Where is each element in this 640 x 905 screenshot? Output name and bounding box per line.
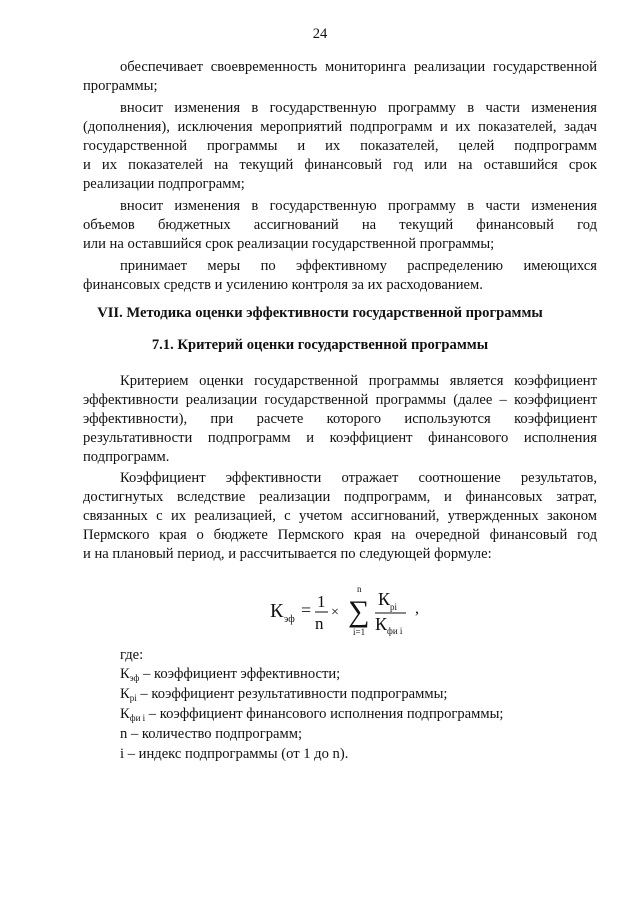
definition-symbol: К — [120, 666, 130, 682]
formula-sum-bottom: i=1 — [353, 627, 366, 637]
formula-frac-den: n — [315, 614, 324, 633]
section-heading: VII. Методика оценки эффективности государственной программы — [97, 305, 543, 321]
definition-text: – количество подпрограмм; — [127, 726, 303, 742]
body-line: Коэффициент эффективности отражает соотношение результатов, — [120, 470, 597, 486]
definition-symbol: n — [120, 726, 128, 742]
definition-item — [120, 665, 340, 684]
formula-inner-num: К — [378, 589, 391, 609]
formula-tail: , — [415, 600, 419, 617]
body-line: (дополнения), исключения мероприятий подпрограмм и их показателей, задач — [83, 119, 597, 135]
formula-sum-top: n — [357, 584, 362, 594]
body-line: и их показателей на текущий финансовый год или на оставшийся срок — [83, 157, 597, 173]
definition-item — [120, 745, 348, 764]
definition-text: – коэффициент финансового исполнения подпрограммы; — [145, 706, 504, 722]
formula-equals: = — [301, 600, 312, 620]
body-line: обеспечивает своевременность мониторинга реализации государственной — [120, 59, 597, 75]
body-line: реализации подпрограмм; — [83, 176, 245, 192]
formula-times: × — [331, 605, 339, 620]
formula-inner-den: К — [375, 614, 388, 634]
definition-text: – коэффициент результативности подпрограммы; — [136, 686, 448, 702]
definition-symbol: i — [120, 746, 125, 762]
body-line: государственной программы и их показателей, целей подпрограмм — [83, 138, 597, 154]
definition-subscript: рi — [129, 693, 137, 703]
formula-inner-den-sub: фи i — [387, 626, 403, 636]
definition-text: – индекс подпрограммы (от 1 до n). — [124, 746, 349, 762]
body-line: эффективности), при расчете которого используются коэффициент — [83, 411, 597, 427]
where-label: где: — [120, 647, 144, 663]
body-line: или на оставшийся срок реализации государственной программы; — [83, 236, 495, 252]
body-line: объемов бюджетных ассигнований на текущий финансовый год — [83, 217, 597, 233]
formula-frac-num: 1 — [317, 592, 326, 611]
body-line: принимает меры по эффективному распределению имеющихся — [120, 258, 597, 274]
body-line: вносит изменения в государственную программу в части изменения — [120, 198, 597, 214]
body-line: программы; — [83, 78, 158, 94]
body-line: эффективности реализации государственной программы (далее – коэффициент — [83, 392, 597, 408]
formula-inner-num-sub: рi — [390, 602, 398, 612]
subsection-heading: 7.1. Критерий оценки государственной программы — [151, 337, 489, 353]
definition-text: – коэффициент эффективности; — [139, 666, 341, 682]
definition-item — [120, 725, 302, 744]
body-line: связанных с их реализацией, с учетом ассигнований, утвержденных законом — [83, 508, 597, 524]
body-line: результативности подпрограмм и коэффициент финансового исполнения — [83, 430, 597, 446]
definition-symbol: К — [120, 686, 130, 702]
body-line: финансовых средств и усилению контроля за их расходованием. — [83, 277, 483, 293]
formula-lhs: К — [270, 600, 284, 622]
definition-item — [120, 685, 448, 704]
formula-lhs-sub: эф — [284, 614, 295, 625]
body-line: Критерием оценки государственной программы является коэффициент — [120, 373, 597, 389]
definition-item — [120, 705, 503, 724]
body-line: подпрограмм. — [83, 449, 170, 465]
body-line: Пермского края о бюджете Пермского края на очередной финансовый год — [83, 527, 597, 543]
definition-symbol: К — [120, 706, 130, 722]
body-line: вносит изменения в государственную программу в части изменения — [120, 100, 597, 116]
definition-subscript: фи i — [129, 713, 146, 723]
definition-subscript: эф — [129, 673, 140, 683]
body-line: и на плановый период, и рассчитывается по следующей формуле: — [83, 546, 492, 562]
efficiency-formula — [268, 583, 428, 639]
body-line: достигнутых вследствие реализации подпрограмм, и финансовых затрат, — [83, 489, 597, 505]
page-number: 24 — [312, 26, 328, 42]
formula-sum-sign: ∑ — [348, 595, 370, 628]
